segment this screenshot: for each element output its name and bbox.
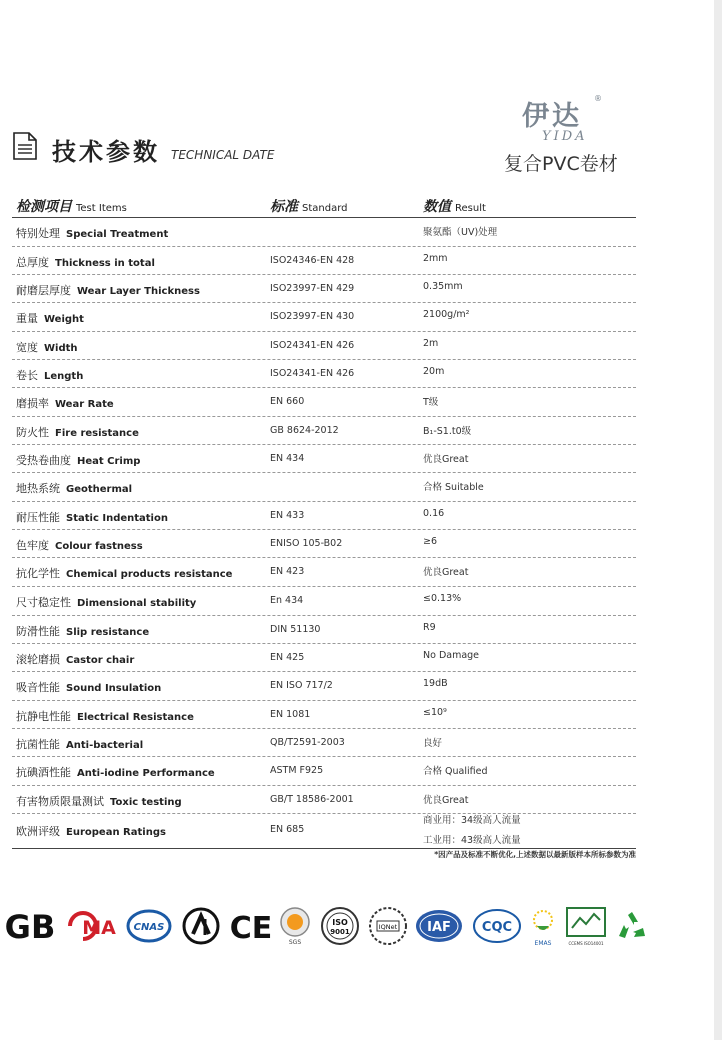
test-item-cn: 地热系统 xyxy=(16,482,60,495)
test-item-cell xyxy=(16,679,161,695)
svg-text:CNAS: CNAS xyxy=(133,922,165,933)
test-item-cell xyxy=(16,225,168,241)
test-item-cn: 防滑性能 xyxy=(16,625,60,638)
test-item-cell xyxy=(16,282,200,298)
ccc-logo xyxy=(180,906,222,946)
test-item-cell xyxy=(16,424,139,440)
table-header xyxy=(12,192,636,218)
test-item-en: Castor chair xyxy=(66,655,135,666)
standard-cell: ISO23997-EN 429 xyxy=(270,283,355,294)
test-item-cn: 特别处理 xyxy=(16,227,60,240)
result-cell: 20m xyxy=(423,366,445,377)
table-row xyxy=(12,616,636,644)
table-row xyxy=(12,729,636,757)
iqnet-logo xyxy=(368,906,408,946)
iaf-logo xyxy=(414,906,464,946)
svg-text:CCEMS ISO14001: CCEMS ISO14001 xyxy=(568,941,604,946)
ce-mark xyxy=(230,906,272,946)
test-item-en: Thickness in total xyxy=(55,258,155,269)
table-row xyxy=(12,672,636,701)
header-test-items: 检测项目 Test Items xyxy=(16,199,127,215)
result-cell: No Damage xyxy=(423,650,480,661)
svg-text:EMAS: EMAS xyxy=(534,940,552,947)
result-cell: 优良Great xyxy=(423,795,469,806)
standard-cell: EN 433 xyxy=(270,510,305,521)
test-item-en: Width xyxy=(44,343,78,354)
cnas-logo xyxy=(126,906,172,946)
standard-cell: ISO24346-EN 428 xyxy=(270,255,355,266)
test-item-cell xyxy=(16,565,232,581)
result-cell: 2100g/m² xyxy=(423,309,470,320)
test-item-cn: 耐压性能 xyxy=(16,511,60,524)
test-item-cell xyxy=(16,367,83,383)
test-item-cell xyxy=(16,339,78,355)
result-cell: ≤0.13% xyxy=(423,593,462,604)
test-item-cell xyxy=(16,651,134,667)
test-item-cn: 抗碘酒性能 xyxy=(16,766,71,779)
test-item-cell xyxy=(16,736,143,752)
result-cell: 优良Great xyxy=(423,454,469,465)
result-cell: ≤10⁹ xyxy=(423,707,447,718)
test-item-cell xyxy=(16,823,166,839)
svg-text:ISO: ISO xyxy=(332,918,348,927)
test-item-cn: 重量 xyxy=(16,312,38,325)
test-item-cell xyxy=(16,623,149,639)
table-row xyxy=(12,417,636,445)
test-item-en: Chemical products resistance xyxy=(66,569,233,580)
cqc-logo xyxy=(472,906,522,946)
test-item-cell xyxy=(16,537,143,553)
test-item-en: Dimensional stability xyxy=(77,598,197,609)
certification-logos xyxy=(0,906,660,950)
standard-cell: ISO24341-EN 426 xyxy=(270,368,355,379)
page-title: 技术参数 xyxy=(52,138,160,166)
emas-logo xyxy=(528,906,558,950)
test-item-en: Anti-bacterial xyxy=(66,740,144,751)
result-cell xyxy=(423,812,521,846)
test-item-cn: 欧洲评级 xyxy=(16,825,60,838)
table-row xyxy=(12,786,636,814)
test-item-cn: 抗菌性能 xyxy=(16,738,60,751)
table-row xyxy=(12,247,636,275)
test-item-en: Special Treatment xyxy=(66,229,169,240)
test-item-cn: 总厚度 xyxy=(16,256,49,269)
standard-cell: En 434 xyxy=(270,595,304,606)
table-row xyxy=(12,360,636,388)
recycle-icon xyxy=(614,906,650,946)
standard-cell: ASTM F925 xyxy=(270,765,324,776)
table-row xyxy=(12,558,636,587)
test-item-cn: 磨损率 xyxy=(16,397,49,410)
table-row xyxy=(12,814,636,849)
test-item-cell xyxy=(16,708,194,724)
test-item-en: Fire resistance xyxy=(55,428,139,439)
table-row xyxy=(12,587,636,616)
registered-mark: ® xyxy=(594,94,602,103)
svg-text:IQNet: IQNet xyxy=(378,923,398,931)
svg-text:CQC: CQC xyxy=(481,920,513,935)
result-cell: 19dB xyxy=(423,678,448,689)
test-item-en: European Ratings xyxy=(66,827,166,838)
test-item-en: Sound Insulation xyxy=(66,683,162,694)
test-item-cn: 有害物质限量测试 xyxy=(16,795,104,808)
brand-logo xyxy=(522,94,642,144)
test-item-en: Colour fastness xyxy=(55,541,143,552)
test-item-cn: 色牢度 xyxy=(16,539,49,552)
standard-cell: EN 1081 xyxy=(270,709,311,720)
test-item-cn: 耐磨层厚度 xyxy=(16,284,71,297)
test-item-en: Static Indentation xyxy=(66,513,168,524)
standard-cell: EN 685 xyxy=(270,824,305,835)
test-item-cell xyxy=(16,395,114,411)
result-cell: B₁-S1.t0级 xyxy=(423,426,472,437)
test-item-en: Anti-iodine Performance xyxy=(77,768,215,779)
test-item-cn: 抗静电性能 xyxy=(16,710,71,723)
table-row xyxy=(12,332,636,360)
standard-cell: GB 8624-2012 xyxy=(270,425,339,436)
result-cell: 聚氨酯（UV)处理 xyxy=(423,227,498,238)
test-item-en: Length xyxy=(44,371,84,382)
footnote: *因产品及标准不断优化,上述数据以最新版样本所标参数为准 xyxy=(434,850,636,859)
standard-cell: ISO24341-EN 426 xyxy=(270,340,355,351)
table-row xyxy=(12,757,636,786)
table-row xyxy=(12,275,636,303)
svg-text:9001: 9001 xyxy=(330,928,350,936)
svg-text:IAF: IAF xyxy=(427,920,451,935)
standard-cell: GB/T 18586-2001 xyxy=(270,794,354,805)
standard-cell: EN ISO 717/2 xyxy=(270,680,333,691)
test-item-cn: 防火性 xyxy=(16,426,49,439)
iso9001-logo xyxy=(320,906,360,946)
test-item-en: Wear Layer Thickness xyxy=(77,286,200,297)
result-cell: 0.35mm xyxy=(423,281,463,292)
test-item-cell xyxy=(16,793,182,809)
svg-text:MA: MA xyxy=(82,917,116,939)
result-cell: 优良Great xyxy=(423,567,469,578)
page-edge xyxy=(714,0,722,1040)
gb-logo xyxy=(2,906,58,946)
header-standard: 标准 Standard xyxy=(270,199,348,215)
result-cell: R9 xyxy=(423,622,436,633)
table-row xyxy=(12,388,636,417)
table-row xyxy=(12,218,636,247)
test-item-cell xyxy=(16,452,140,468)
sgs-logo xyxy=(278,906,312,946)
document-icon xyxy=(12,132,38,160)
test-item-cn: 尺寸稳定性 xyxy=(16,596,71,609)
test-item-en: Toxic testing xyxy=(110,797,182,808)
test-item-cn: 宽度 xyxy=(16,341,38,354)
brand-name-cn: 伊达 xyxy=(522,101,582,132)
result-cell: 合格 Qualified xyxy=(423,766,488,777)
result-cell: 良好 xyxy=(423,738,443,749)
standard-cell: EN 660 xyxy=(270,396,305,407)
test-item-cn: 抗化学性 xyxy=(16,567,60,580)
result-cell: 2mm xyxy=(423,253,448,264)
test-item-cell xyxy=(16,764,215,780)
table-row xyxy=(12,473,636,502)
table-row xyxy=(12,445,636,473)
standard-cell: EN 434 xyxy=(270,453,305,464)
test-item-en: Geothermal xyxy=(66,484,133,495)
standard-cell: DIN 51130 xyxy=(270,624,321,635)
table-row xyxy=(12,502,636,530)
cma-logo xyxy=(66,906,118,946)
result-cell: 合格 Suitable xyxy=(423,482,484,493)
page-title-en: TECHNICAL DATE xyxy=(171,148,275,162)
ccems-logo xyxy=(564,906,608,950)
svg-text:CE: CE xyxy=(230,911,272,943)
test-item-cell xyxy=(16,254,155,270)
test-item-cell xyxy=(16,509,168,525)
test-item-cell xyxy=(16,594,196,610)
standard-cell: ISO23997-EN 430 xyxy=(270,311,355,322)
result-line: 工业用：43级高人流量 xyxy=(423,835,521,846)
table-row xyxy=(12,644,636,672)
header-result: 数值 Result xyxy=(423,199,486,215)
test-item-cell xyxy=(16,310,84,326)
test-item-en: Wear Rate xyxy=(55,399,114,410)
svg-text:SGS: SGS xyxy=(288,939,302,946)
test-item-en: Weight xyxy=(44,314,84,325)
brand-name-en: YIDA xyxy=(542,129,588,144)
test-item-cn: 滚轮磨损 xyxy=(16,653,60,666)
technical-data-table xyxy=(12,192,636,849)
result-cell: T级 xyxy=(423,397,439,408)
result-cell: 2m xyxy=(423,338,439,349)
standard-cell: ENISO 105-B02 xyxy=(270,538,343,549)
test-item-cn: 受热卷曲度 xyxy=(16,454,71,467)
test-item-cn: 吸音性能 xyxy=(16,681,60,694)
result-cell: 0.16 xyxy=(423,508,445,519)
result-line: 商业用：34级高人流量 xyxy=(423,815,521,826)
table-row xyxy=(12,530,636,558)
svg-text:GB: GB xyxy=(4,909,56,943)
standard-cell: EN 425 xyxy=(270,652,305,663)
test-item-cell xyxy=(16,480,132,496)
test-item-en: Electrical Resistance xyxy=(77,712,194,723)
test-item-en: Slip resistance xyxy=(66,627,150,638)
table-row xyxy=(12,701,636,729)
table-row xyxy=(12,303,636,332)
product-name: 复合PVC卷材 xyxy=(504,153,618,175)
test-item-cn: 卷长 xyxy=(16,369,38,382)
test-item-en: Heat Crimp xyxy=(77,456,141,467)
result-cell: ≥6 xyxy=(423,536,438,547)
standard-cell: EN 423 xyxy=(270,566,305,577)
standard-cell: QB/T2591-2003 xyxy=(270,737,345,748)
